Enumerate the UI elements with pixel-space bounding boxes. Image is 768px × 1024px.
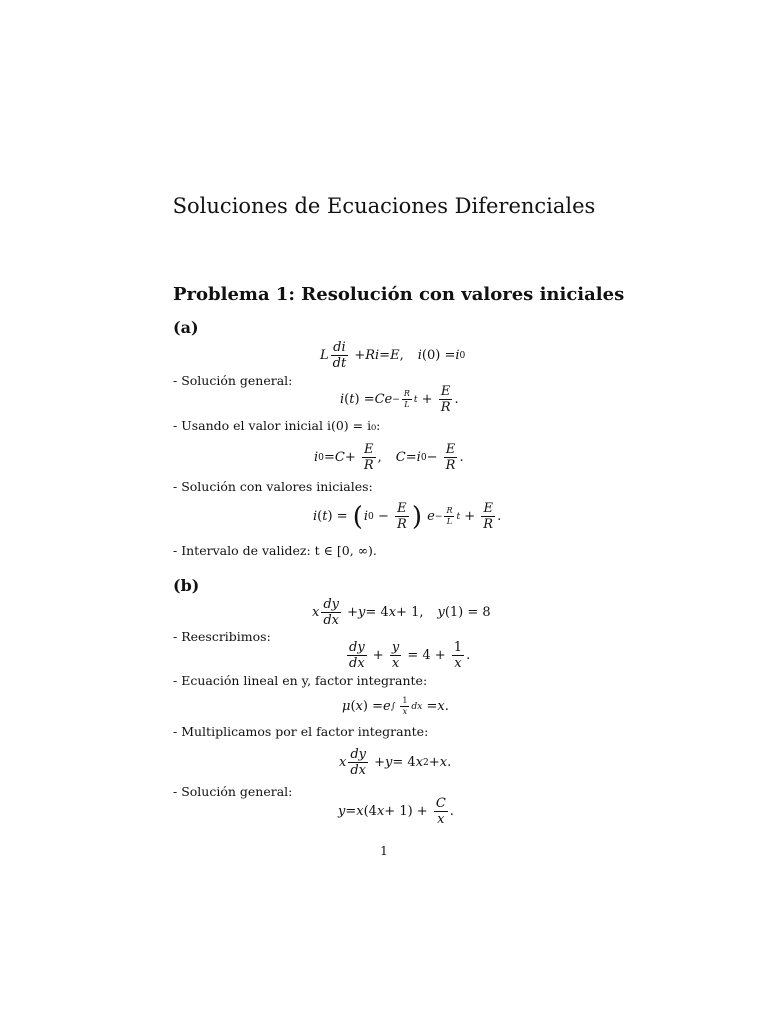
equation-a4: i ( t ) = ( i 0 − $\frac{E}{R}$ ) e − $\frac{R}{L}$ t + $\frac{E}{R}$ . [313,501,502,532]
page-number: 1 [380,844,388,858]
text-a4: - Intervalo de validez: t ∈ [0, ∞). [173,543,377,558]
equation-a2: i ( t ) = Ce − $\frac{R}{L}$ t + $\frac{E}{R}$ . [340,384,459,415]
equation-a1: L $\frac{di}{dt}$ + Ri = E , i (0) = i 0 [320,340,466,371]
part-a-label: (a) [173,318,199,337]
equation-b1: x $\frac{dy}{dx}$ + y = 4 x + 1, y (1) = 8 [312,597,491,628]
text-b2: - Ecuación lineal en y, factor integrante: [173,673,428,688]
text-a3: - Solución con valores iniciales: [173,479,373,494]
text-a1: - Solución general: [173,373,293,388]
text-b3: - Multiplicamos por el factor integrante: [173,724,429,739]
text-b1: - Reescribimos: [173,629,271,644]
text-b4: - Solución general: [173,784,293,799]
text-a2: - Usando el valor inicial i(0) = i₀: [173,418,381,433]
document-title: Soluciones de Ecuaciones Diferenciales [172,194,596,218]
equation-b2: $\frac{dy}{dx}$ + $\frac{y}{x}$ = 4 + $\frac{1}{x}$ . [349,640,471,671]
equation-b4: x $\frac{dy}{dx}$ + y = 4 x 2 + x . [339,747,452,778]
equation-b3: μ ( x ) = e ∫ $\frac{1}{x}$ dx = x . [342,696,449,716]
equation-a3: i 0 = C + $\frac{E}{R}$ , C = i 0 − $\frac{E}{R}$ . [314,442,464,473]
equation-b5: y = x (4 x + 1) + $\frac{C}{x}$ . [338,796,454,827]
section-heading: Problema 1: Resolución con valores iniciales [173,284,625,305]
part-b-label: (b) [173,576,200,595]
